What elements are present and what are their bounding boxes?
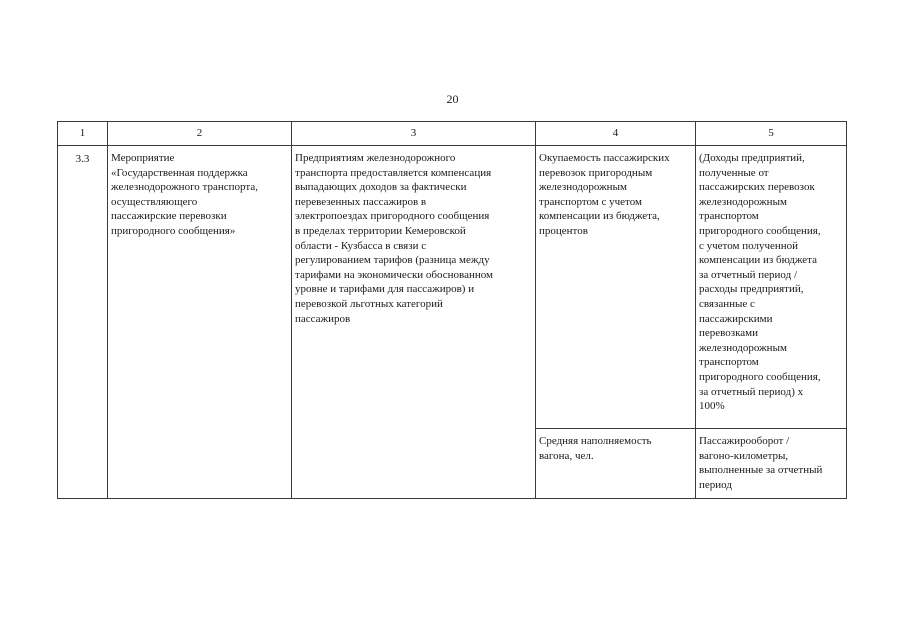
text-line: с учетом полученной [699,239,799,252]
indicator-name-lines [539,434,692,463]
column-header-3: 3 [292,122,536,146]
text-line: период [699,478,732,491]
text-line: перевозкой льготных категорий [295,297,443,310]
text-line: перевозок пригородным [539,166,653,179]
text-line: компенсации из бюджета [699,254,817,267]
text-line: железнодорожным [539,181,627,194]
text-line: за отчетный период) x [699,385,804,398]
text-line: железнодорожным [699,195,787,208]
text-line: транспортом [699,210,759,223]
text-line: полученные от [699,166,769,179]
text-line: за отчетный период / [699,268,798,281]
indicator-formula-lines [699,434,843,492]
text-line: процентов [539,224,588,237]
text-line: тарифами на экономически обоснованном [295,268,494,281]
indicator-name-cell [536,146,696,429]
text-line: железнодорожного транспорта, [111,181,258,194]
text-line: (Доходы предприятий, [699,152,805,164]
indicator-formula-lines [699,151,843,414]
text-line: в пределах территории Кемеровской [295,224,466,237]
text-line: электропоездах пригородного сообщения [295,210,490,223]
row-number-cell: 3.3 [58,146,108,499]
indicator-name-lines [539,151,692,239]
column-header-2: 2 [108,122,292,146]
text-line: пассажирские перевозки [111,210,227,223]
text-line: Мероприятие [111,152,175,164]
text-line: Окупаемость пассажирских [539,152,670,164]
text-line: пассажиров [295,312,351,325]
text-line: Средняя наполняемость [539,435,652,447]
text-line: расходы предприятий, [699,283,804,296]
indicator-name-cell [536,429,696,499]
text-line: выпадающих доходов за фактически [295,181,467,194]
text-line: Пассажирооборот / [699,435,790,447]
text-line: пригородного сообщения, [699,370,821,383]
table-row [58,146,847,429]
text-line: уровне и тарифами для пассажиров) и [295,283,475,296]
column-header-5: 5 [696,122,847,146]
text-line: Предприятиям железнодорожного [295,152,456,164]
event-name-cell [108,146,292,499]
text-line: вагона, чел. [539,449,594,462]
indicator-formula-cell [696,429,847,499]
text-line: перевезенных пассажиров в [295,195,427,208]
page-number: 20 [446,92,459,106]
indicator-formula-cell [696,146,847,429]
text-line: пригородного сообщения, [699,224,821,237]
text-line: области - Кузбасса в связи с [295,239,427,252]
event-description-cell [292,146,536,499]
text-line: регулированием тарифов (разница между [295,254,490,267]
text-line: транспортом [699,356,759,369]
text-line: компенсации из бюджета, [539,210,660,223]
indicators-table [57,121,847,499]
text-line: связанные с [699,297,755,310]
event-name-lines [111,151,288,239]
text-line: 100% [699,400,725,413]
text-line: пассажирскими [699,312,773,325]
text-line: транспортом с учетом [539,195,642,208]
text-line: перевозками [699,327,759,340]
table-header-row [58,122,847,146]
event-description-lines [295,151,532,326]
text-line: железнодорожным [699,341,787,354]
text-line: «Государственная поддержка [111,166,248,179]
text-line: осуществляющего [111,195,198,208]
column-header-1: 1 [58,122,108,146]
text-line: транспорта предоставляется компенсация [295,166,492,179]
column-header-4: 4 [536,122,696,146]
text-line: вагоно-километры, [699,449,789,462]
text-line: пригородного сообщения» [111,224,236,237]
text-line: выполненные за отчетный [699,464,823,477]
text-line: пассажирских перевозок [699,181,815,194]
